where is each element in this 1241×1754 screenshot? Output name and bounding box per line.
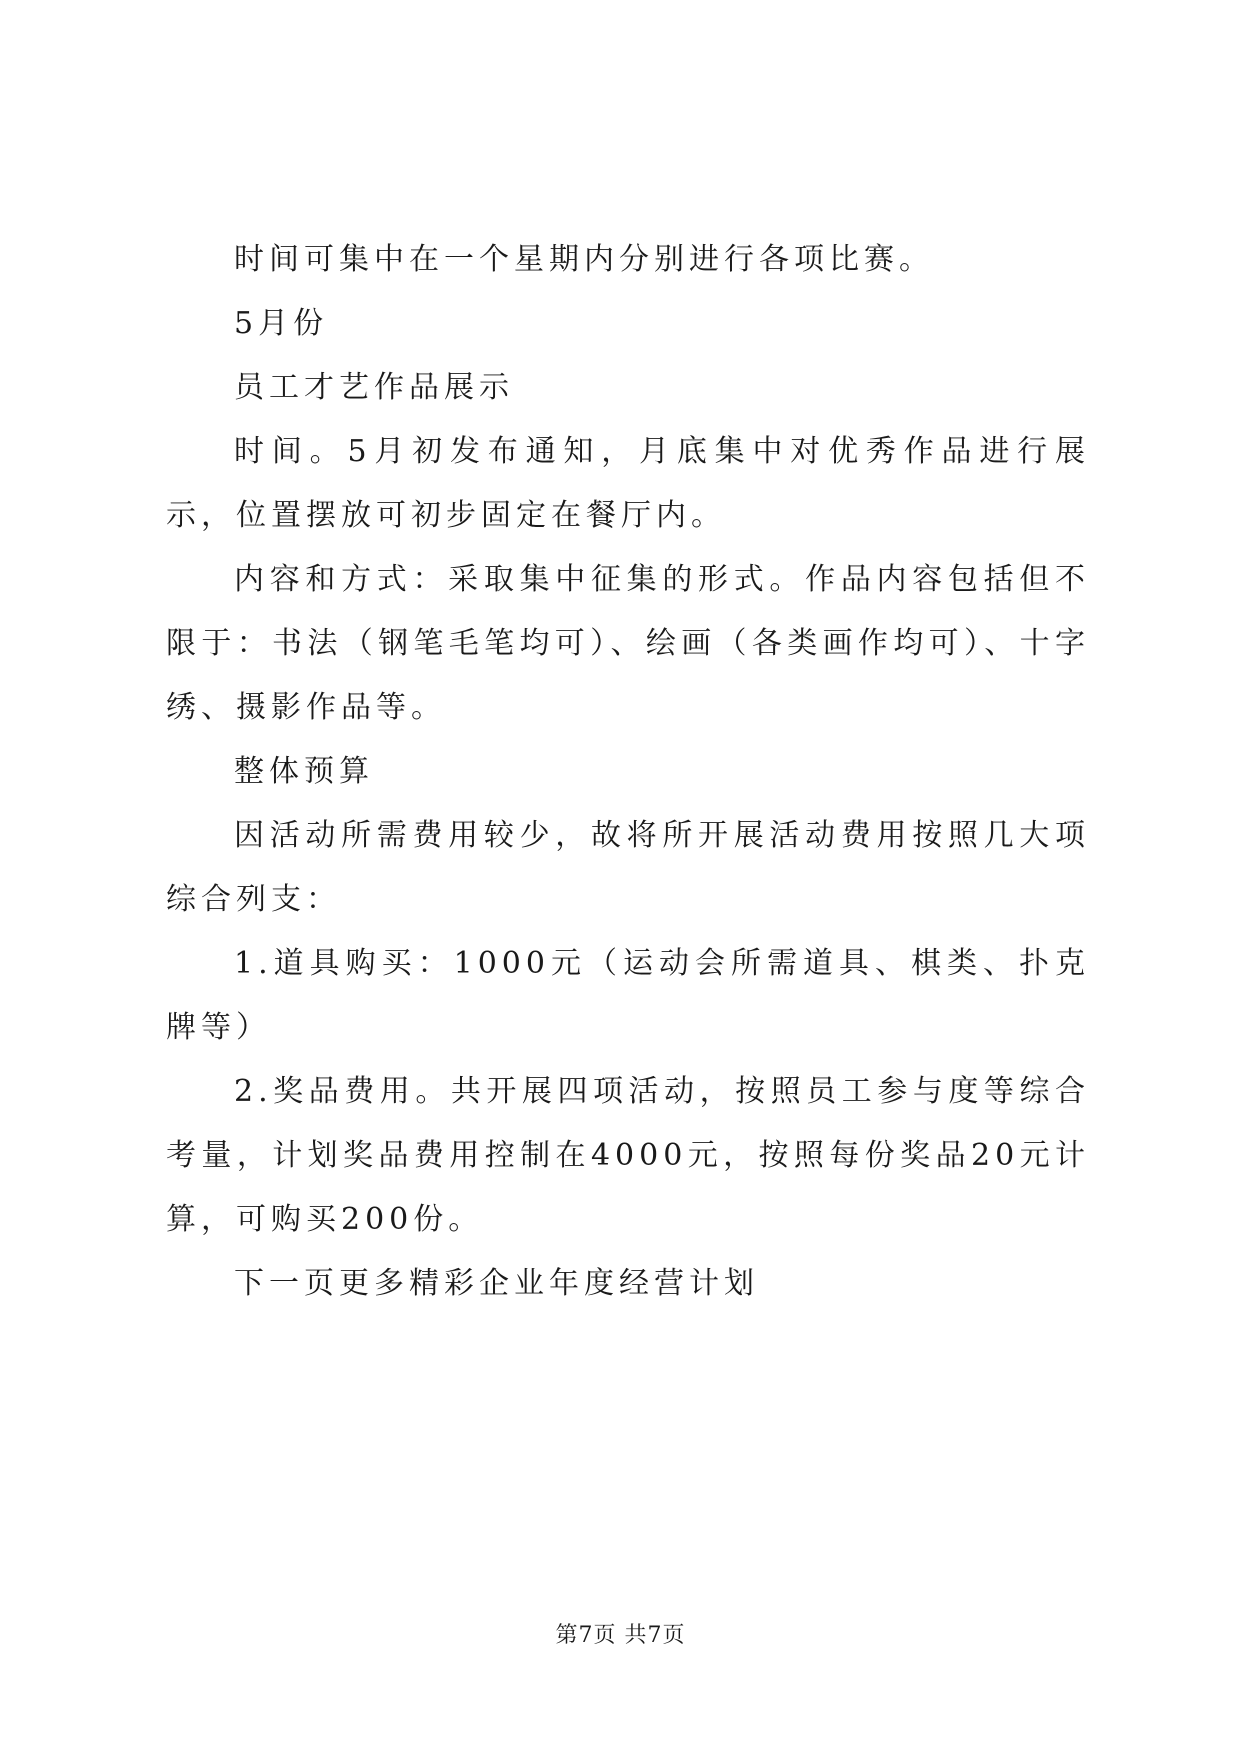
page-number: 第7页 共7页 [555,1623,686,1648]
paragraph: 时间。5月初发布通知，月底集中对优秀作品进行展示，位置摆放可初步固定在餐厅内。 [166,434,1090,533]
paragraph: 5月份 [234,306,329,341]
section-heading: 员工才艺作品展示 [234,370,514,405]
paragraph: 因活动所需费用较少，故将所开展活动费用按照几大项综合列支： [166,818,1090,917]
paragraph: 内容和方式：采取集中征集的形式。作品内容包括但不限于：书法（钢笔毛笔均可）、绘画（各类画作均可）、十字绣、摄影作品等。 [166,562,1090,725]
list-item: 2.奖品费用。共开展四项活动，按照员工参与度等综合考量，计划奖品费用控制在4000元，按照每份奖品20元计算，可购买200份。 [166,1074,1090,1237]
page-footer [0,1618,1241,1649]
paragraph: 时间可集中在一个星期内分别进行各项比赛。 [234,242,934,277]
section-heading: 整体预算 [234,754,374,789]
document-body [166,228,1090,1316]
list-item: 1.道具购买：1000元（运动会所需道具、棋类、扑克牌等） [166,946,1090,1045]
next-page-link[interactable]: 下一页更多精彩企业年度经营计划 [234,1266,759,1301]
